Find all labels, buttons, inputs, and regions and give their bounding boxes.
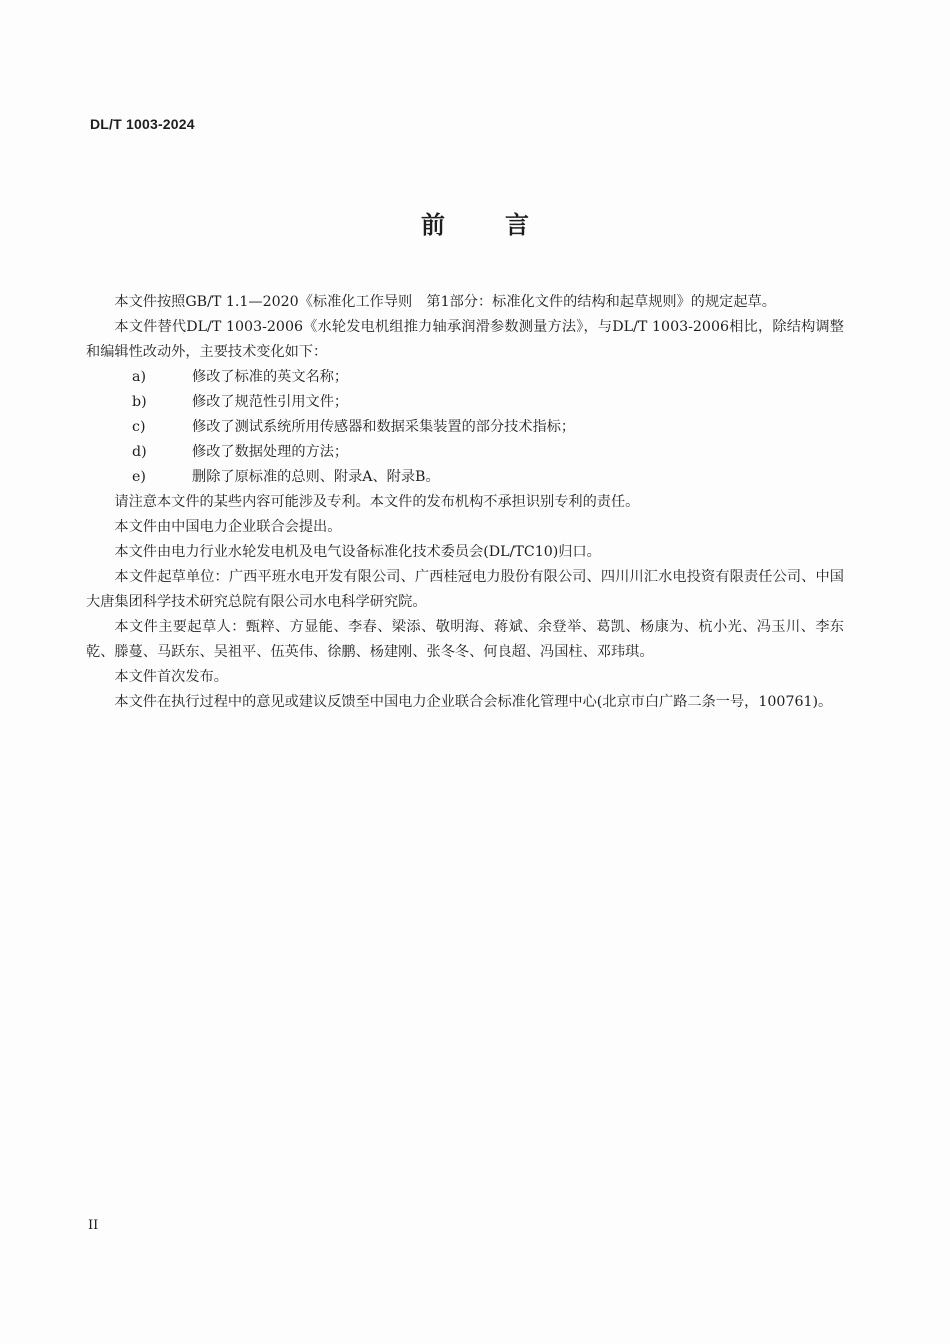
list-text: 修改了数据处理的方法；: [192, 444, 349, 460]
page-number: II: [88, 1218, 99, 1233]
list-item: [86, 415, 844, 440]
list-marker: a): [132, 369, 146, 385]
list-text: 修改了测试系统所用传感器和数据采集装置的部分技术指标；: [192, 419, 576, 435]
paragraph-feedback: 本文件在执行过程中的意见或建议反馈至中国电力企业联合会标准化管理中心(北京市白广路二条一号，100761)。: [114, 694, 833, 710]
paragraph-replacement: 本文件替代DL/T 1003-2006《水轮发电机组推力轴承润滑参数测量方法》，与DL/T 1003-2006相比，除结构调整和编辑性改动外，主要技术变化如下：: [86, 319, 844, 360]
page-title: 前言: [421, 211, 589, 239]
list-marker: d): [132, 444, 147, 460]
foreword-body: [86, 290, 844, 715]
paragraph-committee: 本文件由电力行业水轮发电机及电气设备标准化技术委员会(DL/TC10)归口。: [114, 544, 601, 560]
list-item: [86, 465, 844, 490]
list-item: [86, 390, 844, 415]
paragraph-patent-notice: 请注意本文件的某些内容可能涉及专利。本文件的发布机构不承担识别专利的责任。: [114, 494, 640, 510]
list-marker: b): [132, 394, 147, 410]
paragraph-first-release: 本文件首次发布。: [114, 669, 228, 685]
paragraph-drafting-rules: 本文件按照GB/T 1.1—2020《标准化工作导则 第1部分：标准化文件的结构和起草规则》的规定起草。: [114, 294, 776, 310]
document-code: DL/T 1003-2024: [90, 116, 195, 132]
paragraph-drafting-units: 本文件起草单位：广西平班水电开发有限公司、广西桂冠电力股份有限公司、四川川汇水电投资有限责任公司、中国大唐集团科学技术研究总院有限公司水电科学研究院。: [86, 569, 844, 610]
list-text: 删除了原标准的总则、附录A、附录B。: [192, 469, 440, 485]
list-marker: c): [132, 419, 146, 435]
list-marker: e): [132, 469, 146, 485]
list-item: [86, 365, 844, 390]
paragraph-drafters: 本文件主要起草人：甄粹、方显能、李春、梁添、敬明海、蒋斌、余登举、葛凯、杨康为、杭小光、冯玉川、李东乾、滕蔓、马跃东、吴祖平、伍英伟、徐鹏、杨建刚、张冬冬、何良超、冯国柱、邓玮琪。: [86, 619, 844, 660]
paragraph-proposer: 本文件由中国电力企业联合会提出。: [114, 519, 342, 535]
list-text: 修改了标准的英文名称；: [192, 369, 349, 385]
list-text: 修改了规范性引用文件；: [192, 394, 349, 410]
list-item: [86, 440, 844, 465]
